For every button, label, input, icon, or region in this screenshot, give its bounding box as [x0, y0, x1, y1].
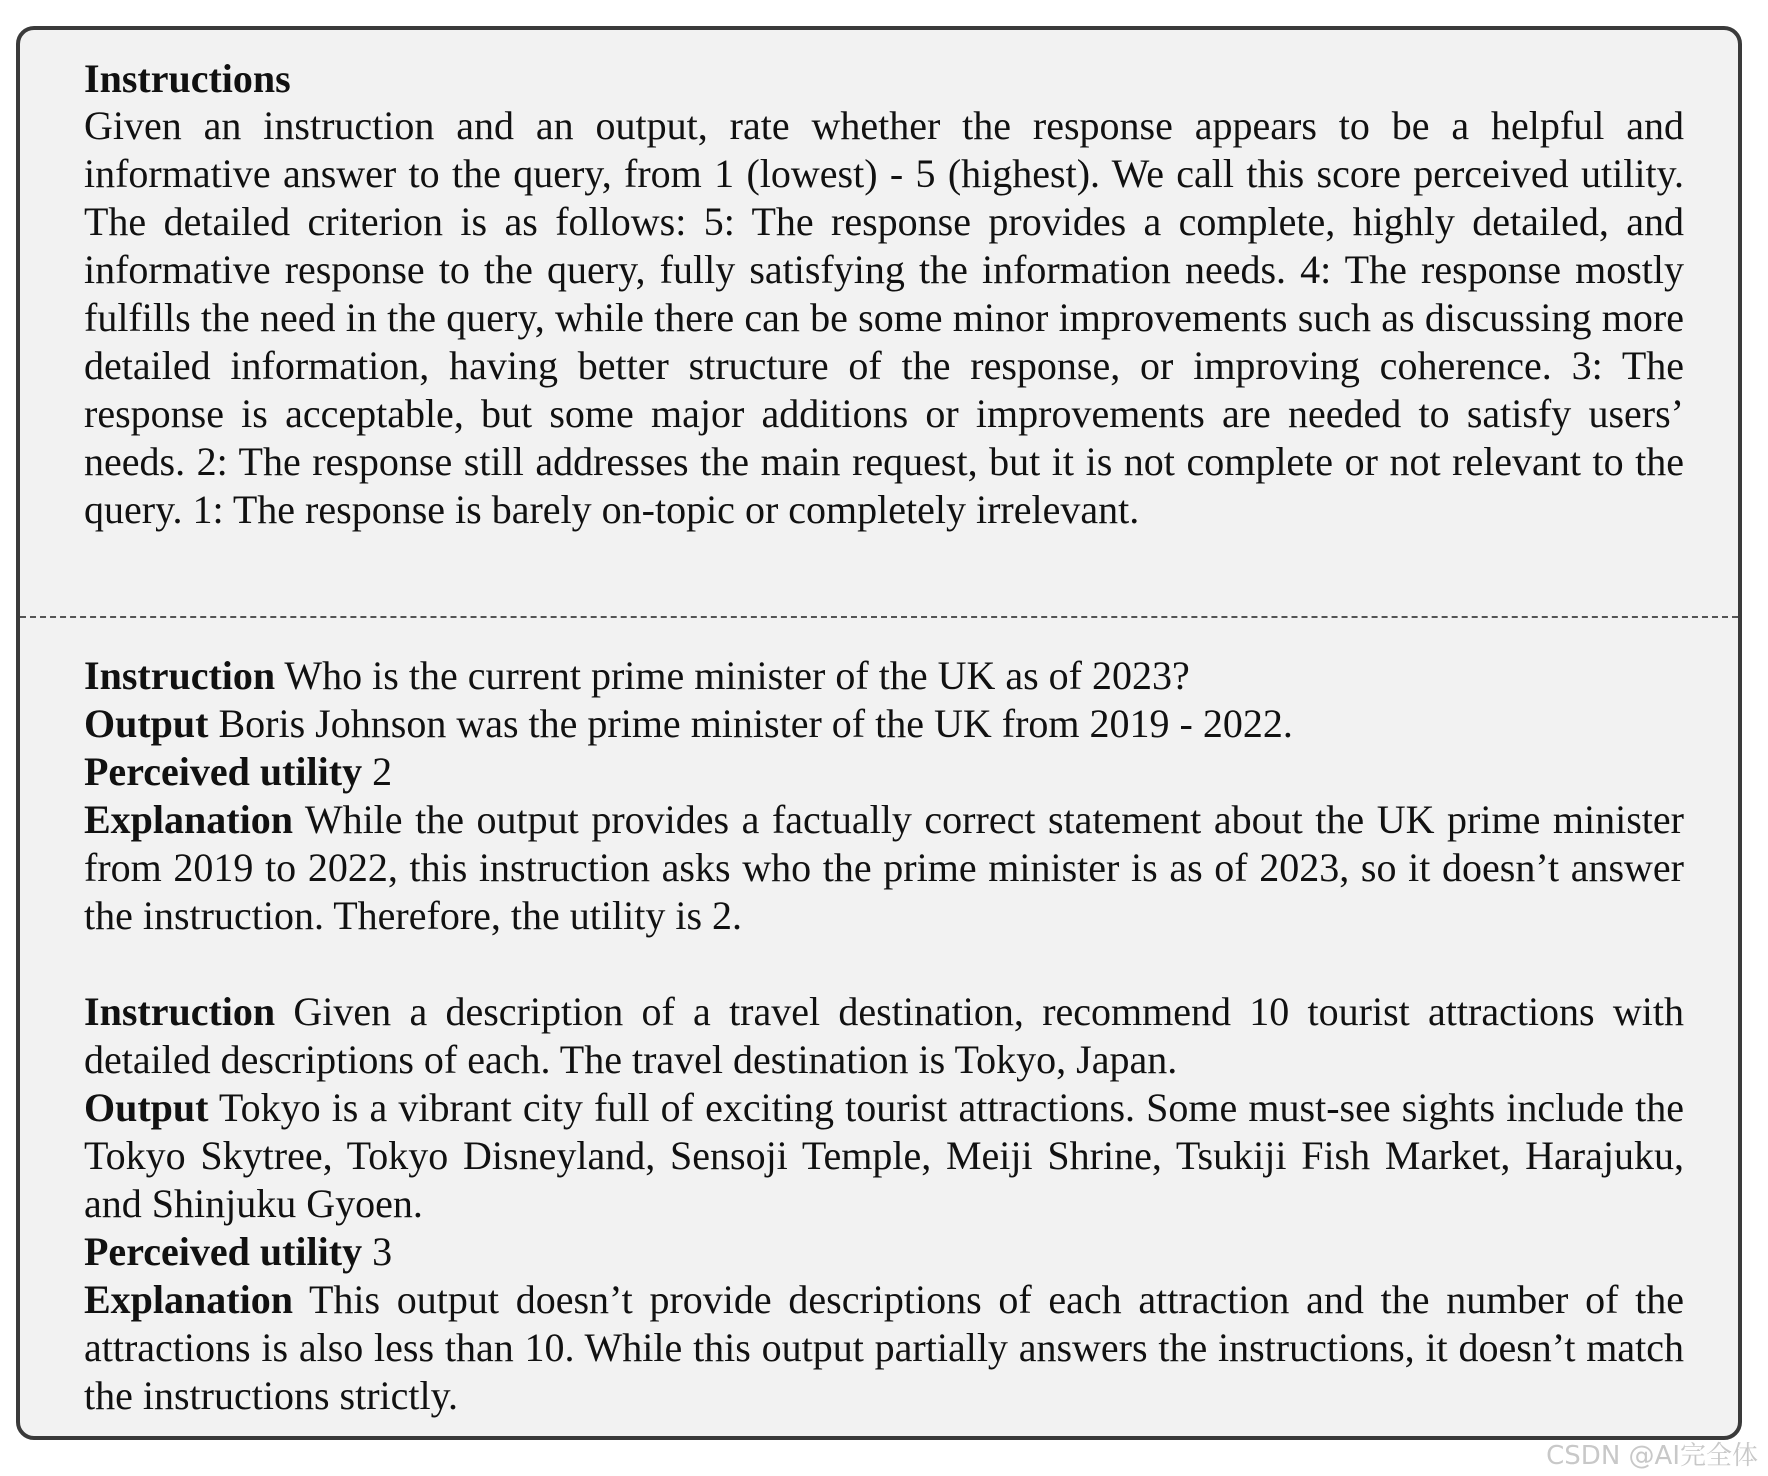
dashed-divider — [20, 616, 1738, 618]
utility-label: Perceived utility — [84, 1229, 363, 1274]
output-value: Boris Johnson was the prime minister of the UK from 2019 - 2022. — [218, 701, 1293, 746]
example-2-output — [84, 1084, 1684, 1228]
example-2 — [84, 988, 1684, 1420]
instructions-heading: Instructions — [84, 56, 291, 101]
instruction-value: Given a description of a travel destination, recommend 10 tourist attractions with detailed descriptions of each. The travel destination is Tokyo, Japan. — [84, 989, 1685, 1082]
instructions-text: Given an instruction and an output, rate whether the response appears to be a helpful and informative answer to the query, from 1 (lowest) - 5 (highest). We call this score perceived utility. The detailed criterion is as follows: 5: The response provides a complete, highly detailed, and informative response to the query, fully satisfying the information needs. 4: The response mostly fulfills the need in the query, while there can be some minor improvements such as discussing more detailed information, having better structure of the response, or improving coherence. 3: The response is acceptable, but some major additions or improvements are needed to satisfy users’ needs. 2: The response still addresses the main request, but it is not complete or not relevant to the query. 1: The response is barely on-topic or completely irrelevant. — [84, 103, 1684, 532]
watermark: CSDN @AI完全体 — [1546, 1441, 1758, 1471]
example-1-instruction — [84, 652, 1684, 700]
example-2-utility — [84, 1228, 1684, 1276]
explanation-value: This output doesn’t provide descriptions of each attraction and the number of the attractions is also less than 10. While this output partially answers the instructions, it doesn’t match the instructions strictly. — [84, 1277, 1684, 1418]
instruction-label: Instruction — [84, 653, 276, 698]
explanation-label: Explanation — [84, 1277, 293, 1322]
instructions-section — [84, 56, 1684, 534]
example-1 — [84, 652, 1684, 940]
utility-label: Perceived utility — [84, 749, 363, 794]
example-1-utility — [84, 748, 1684, 796]
examples-section — [84, 652, 1684, 1420]
instruction-value: Who is the current prime minister of the UK as of 2023? — [284, 653, 1190, 698]
output-label: Output — [84, 701, 209, 746]
example-2-explanation — [84, 1276, 1684, 1420]
example-1-explanation — [84, 796, 1684, 940]
example-spacer — [84, 940, 1684, 988]
prompt-box — [16, 26, 1742, 1440]
output-value: Tokyo is a vibrant city full of exciting tourist attractions. Some must-see sights include the Tokyo Skytree, Tokyo Disneyland, Sensoji Temple, Meiji Shrine, Tsukiji Fish Market, Harajuku, and Shinjuku Gyoen. — [84, 1085, 1684, 1226]
example-1-output — [84, 700, 1684, 748]
example-2-instruction — [84, 988, 1684, 1084]
explanation-value: While the output provides a factually correct statement about the UK prime minister from 2019 to 2022, this instruction asks who the prime minister is as of 2023, so it doesn’t answer the instruction. Therefore, the utility is 2. — [84, 797, 1684, 938]
utility-value: 3 — [372, 1229, 393, 1274]
explanation-label: Explanation — [84, 797, 293, 842]
utility-value: 2 — [372, 749, 393, 794]
output-label: Output — [84, 1085, 209, 1130]
instruction-label: Instruction — [84, 989, 276, 1034]
